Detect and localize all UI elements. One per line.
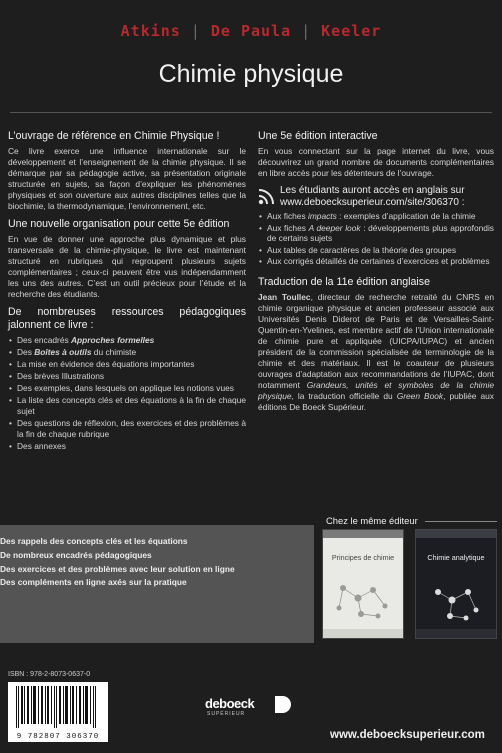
barcode <box>8 682 108 742</box>
author-name: Atkins <box>120 22 181 40</box>
authors-line <box>0 22 502 40</box>
features-band <box>0 525 314 643</box>
list-item: • Aux tables de caractères de la théorie des groupes <box>258 245 494 256</box>
barcode-number: 9 782807 306370 <box>16 733 100 741</box>
list-item: De nombreux encadrés pédagogiques <box>0 549 152 560</box>
separator: | <box>301 22 312 40</box>
cover-footer <box>323 629 403 638</box>
divider <box>10 112 492 113</box>
related-book-cover[interactable] <box>322 529 404 639</box>
cover-footer <box>416 629 496 638</box>
left-column <box>8 130 246 453</box>
related-book-cover[interactable] <box>415 529 497 639</box>
molecule-illustration <box>426 578 486 624</box>
rss-icon <box>258 187 274 205</box>
section-heading: Une 5e édition interactive <box>258 130 378 142</box>
online-resources-list <box>258 211 494 267</box>
related-book-title: Chimie analytique <box>427 553 485 562</box>
publisher-tagline: SUPÉRIEUR <box>207 711 246 717</box>
section-text: Ce livre exerce une influence internationale sur le développement et l’enseignement de la chimie physique. Il se démarque par sa pédagogie active, sa présentation originale structurée en sujets, sa façon d’expliquer les phénomènes physiques et son ouverture aux autres disciplines telles que la biochimie, la thermodynamique, l’environnement, etc. <box>8 146 246 211</box>
website-link[interactable]: www.deboecksuperieur.com <box>330 729 485 741</box>
resources-list <box>8 335 246 452</box>
section-heading: De nombreuses ressources pédagogiques jalonnent ce livre : <box>8 306 246 331</box>
list-item: Des rappels des concepts clés et les équations <box>0 536 188 546</box>
right-column <box>258 130 494 419</box>
section-text: En vue de donner une approche plus dynamique et plus transversale de la chimie-physique, le livre est maintenant structuré en rubriques qui regroupent plusieurs sujets complémentaires ; ceux-ci peuvent être vus indépendamment les uns des autres. C’est un outil précieux pour l’étude et la recherche des étudiants. <box>8 234 246 299</box>
section-text: En vous connectant sur la page internet du livre, vous découvrirez un grand nombre de documents complémentaires en libre accès pour les détenteurs de l’ouvrage. <box>258 146 494 178</box>
list-item: • Aux fiches impacts : exemples d’application de la chimie <box>258 211 494 222</box>
list-item: • Des questions de réflexion, des exercices et des problèmes à la fin de chaque rubrique <box>8 418 246 440</box>
divider <box>425 521 497 522</box>
author-name: Keeler <box>321 22 382 40</box>
list-item: • La mise en évidence des équations importantes <box>8 359 246 370</box>
list-item: • Aux corrigés détaillés de certaines d’exercices et problèmes <box>258 256 494 267</box>
list-item: • La liste des concepts clés et des équations à la fin de chaque sujet <box>8 395 246 417</box>
list-item: • Des annexes <box>8 441 246 452</box>
list-item: • Des exemples, dans lesquels on applique les notions vues <box>8 383 246 394</box>
online-resources <box>258 185 494 209</box>
list-item: • Aux fiches A deeper look : développements plus approfondis de certains sujets <box>258 223 494 244</box>
cover-stripe <box>416 530 496 538</box>
section-heading: Une nouvelle organisation pour cette 5e édition <box>8 218 230 230</box>
list-item: • Des encadrés Approches formelles <box>8 335 246 346</box>
molecule-illustration <box>333 578 393 624</box>
online-resources-text: Les étudiants auront accès en anglais sur www.deboecksuperieur.com/site/306370 : <box>280 185 465 208</box>
related-book-title: Principes de chimie <box>331 553 395 562</box>
section-heading: Traduction de la 11e édition anglaise <box>258 275 430 288</box>
barcode-bars <box>14 686 102 728</box>
author-name: De Paula <box>210 22 292 40</box>
isbn: ISBN : 978-2-8073-0637-0 <box>8 671 91 678</box>
section-heading: L’ouvrage de référence en Chimie Physique ! <box>8 130 220 142</box>
same-publisher-label: Chez le même éditeur <box>326 515 418 526</box>
features-list <box>0 535 235 590</box>
cover-stripe <box>323 530 403 538</box>
translator-bio: Jean Toullec, directeur de recherche retraité du CNRS en chimie organique physique et ancien professeur associé aux Universités Denis Diderot de Paris et de Versailles-Saint-Quentin-en-Yvelines, est membre actif de l’Union internationale de chimie pure et appliquée (UICPA/IUPAC) et ancien président de la commission spécialisée de terminologie de la chimie et des matériaux. Il est le coauteur de plusieurs ouvrages d’adaptation aux recommandations de l’IUPAC, dont notamment Grandeurs, unités et symboles de la chimie physique, la traduction officielle du Green Book, publiée aux éditions De Boeck Supérieur. <box>258 291 494 412</box>
publisher-d-mark-icon <box>275 696 291 713</box>
list-item: • Des Boîtes à outils du chimiste <box>8 347 246 358</box>
translator-name: Jean Toullec <box>258 291 311 302</box>
list-item: Des compléments en ligne axés sur la pratique <box>0 577 187 588</box>
publisher-name: deboeck <box>205 696 255 711</box>
list-item: Des exercices et des problèmes avec leur solution en ligne <box>0 563 235 574</box>
publisher-logo <box>205 694 293 720</box>
book-title: Chimie physique <box>158 60 344 88</box>
separator: | <box>190 22 201 40</box>
list-item: • Des brèves Illustrations <box>8 371 246 382</box>
